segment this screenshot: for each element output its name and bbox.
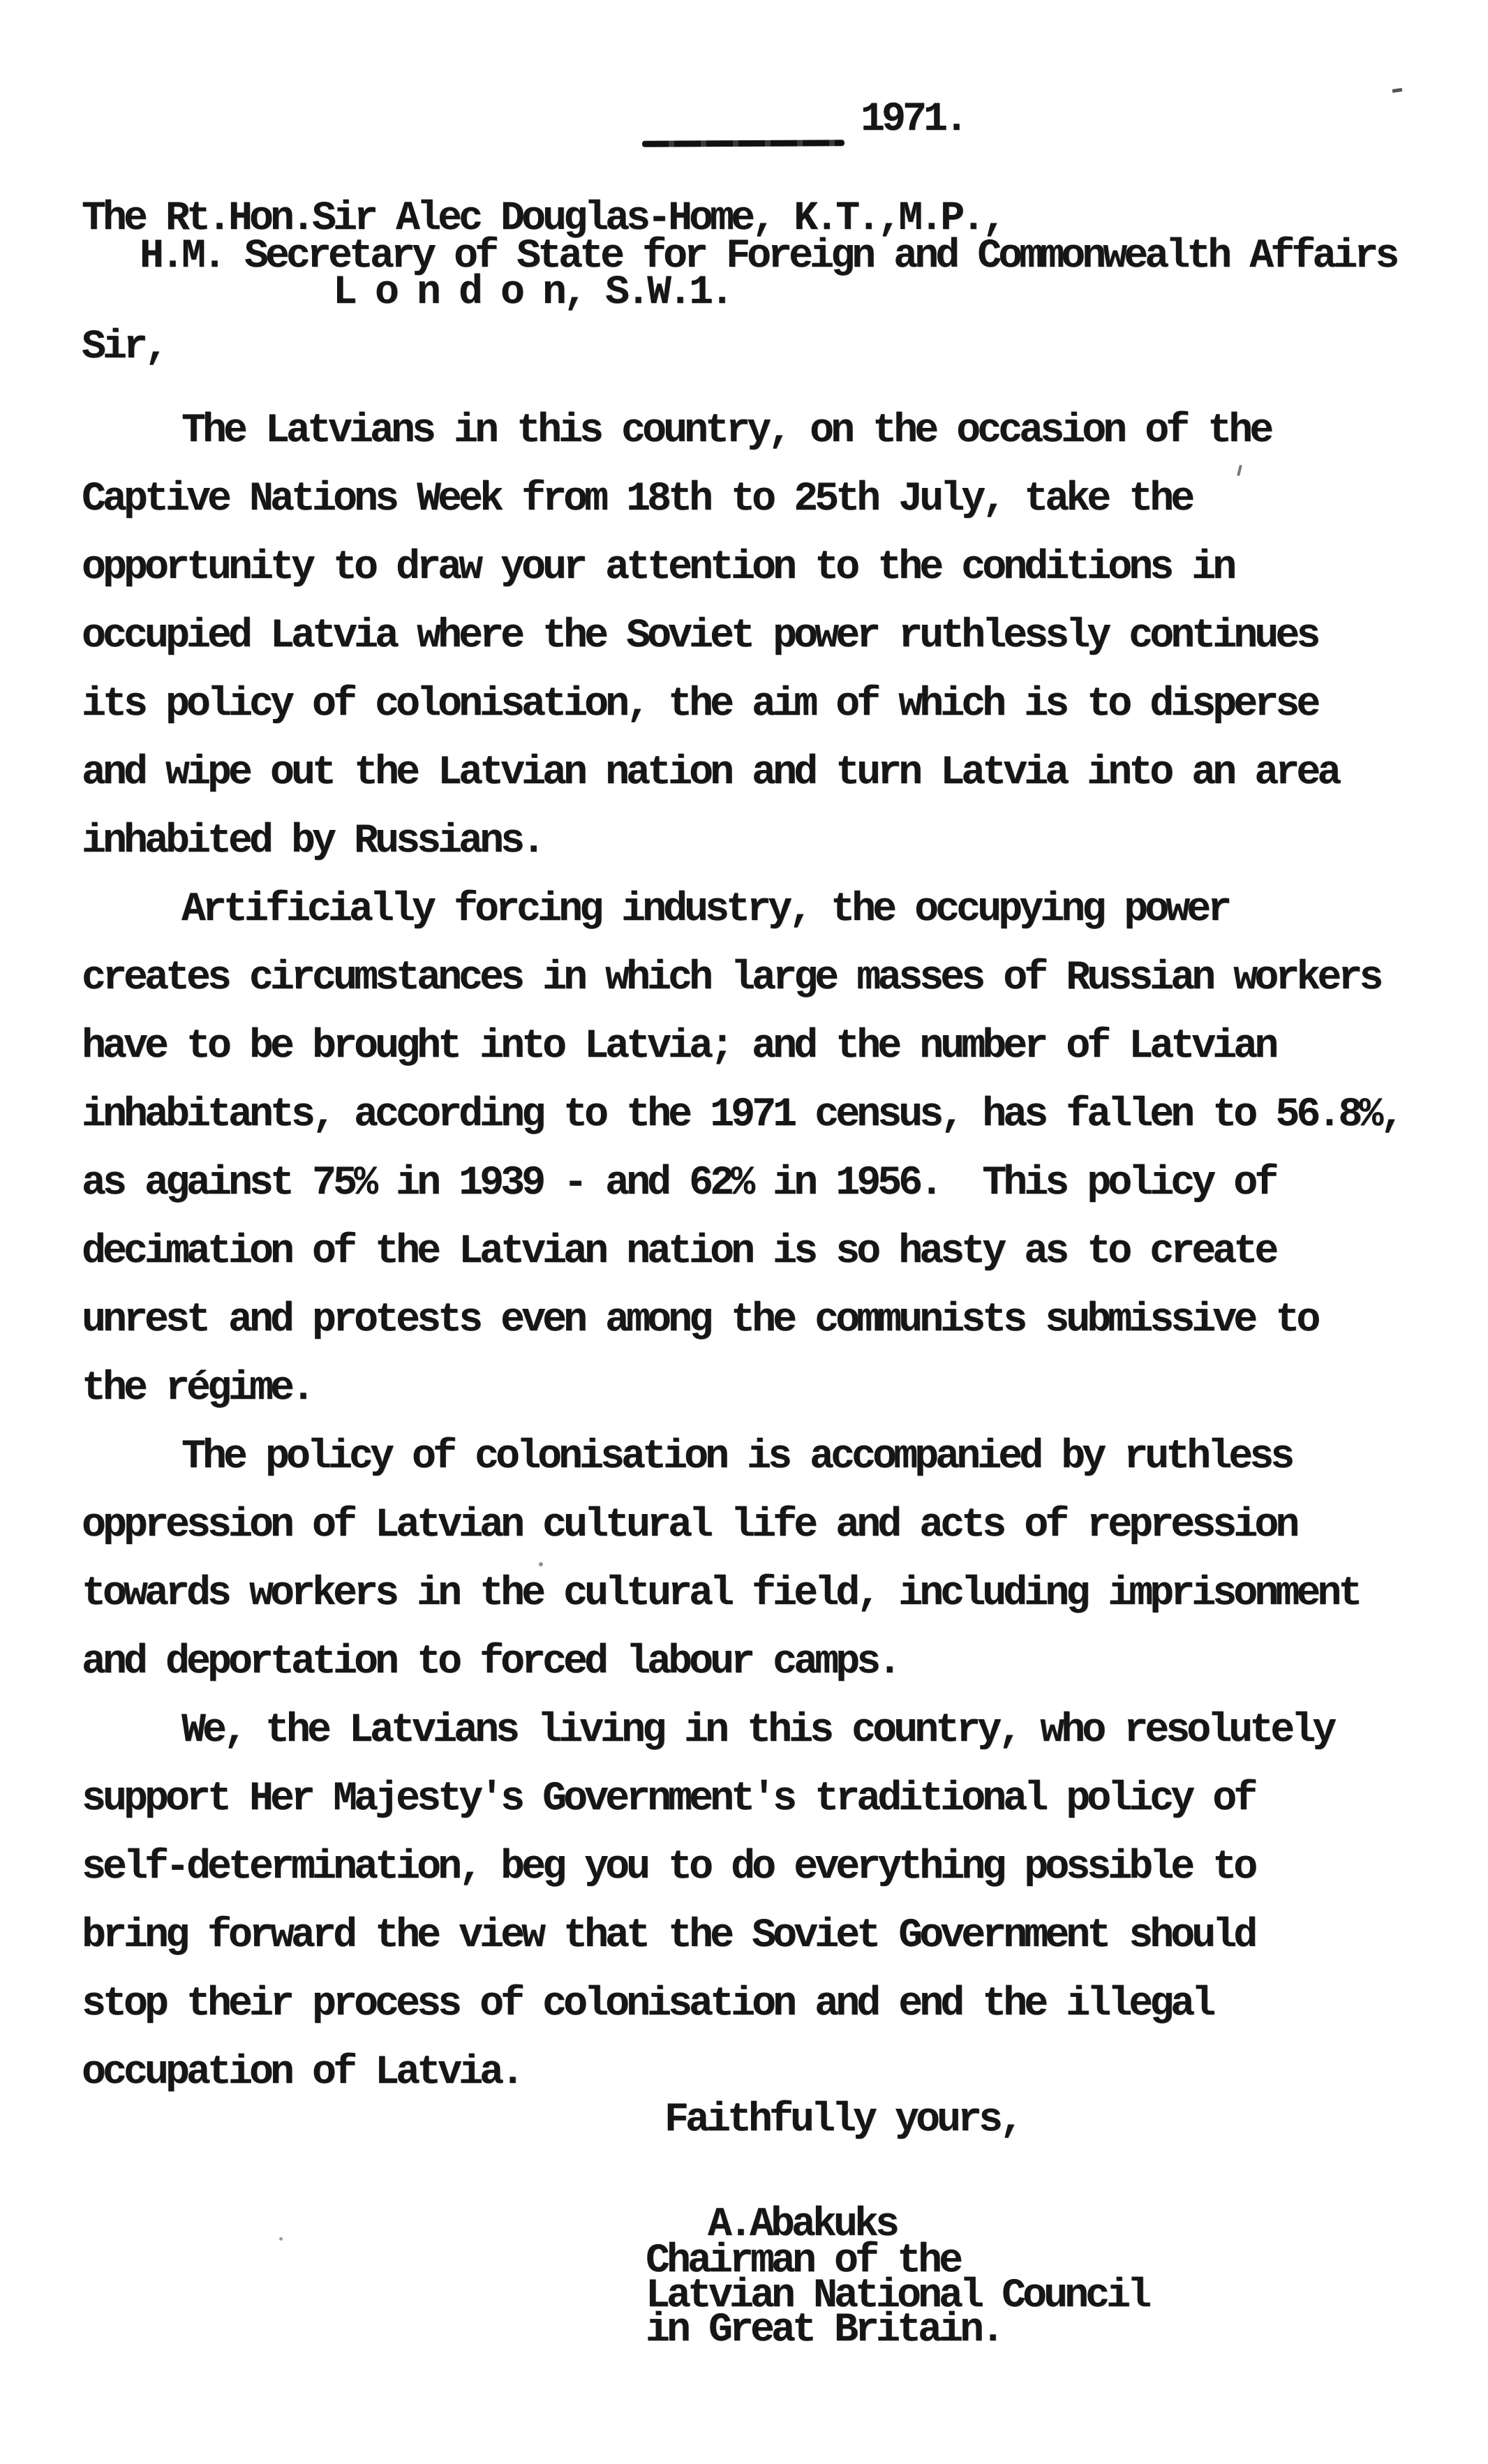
address-line: L o n d o n, S.W.1. (333, 270, 731, 316)
body-line: and wipe out the Latvian nation and turn Latvia into an area (82, 750, 1339, 796)
stray-mark (539, 1562, 543, 1566)
body-line: decimation of the Latvian nation is so hasty as to create (82, 1229, 1276, 1275)
body-line: Artificially forcing industry, the occupying power (181, 887, 1229, 933)
body-line: self-determination, beg you to do everything possible to (82, 1845, 1255, 1890)
body-line: The policy of colonisation is accompanied by ruthless (181, 1434, 1292, 1480)
body-line: as against 75% in 1939 - and 62% in 1956. This policy of (82, 1161, 1276, 1206)
body-line: and deportation to forced labour camps. (82, 1640, 899, 1685)
body-line: opportunity to draw your attention to the conditions in (82, 545, 1234, 591)
stray-mark (279, 2237, 283, 2241)
body-line: the régime. (82, 1366, 313, 1411)
body-line: The Latvians in this country, on the occasion of the (181, 408, 1271, 454)
body-line: have to be brought into Latvia; and the number of Latvian (82, 1024, 1276, 1069)
signature-title: Latvian National Council (646, 2273, 1149, 2319)
address-line: The Rt.Hon.Sir Alec Douglas-Home, K.T.,M.P., (82, 196, 1004, 242)
stray-mark (1237, 465, 1242, 476)
body-line: creates circumstances in which large masses of Russian workers (82, 956, 1381, 1001)
body-line: occupied Latvia where the Soviet power ruthlessly continues (82, 614, 1318, 659)
salutation: Sir, (82, 325, 166, 370)
signature-title: Chairman of the (646, 2239, 960, 2284)
body-line: occupation of Latvia. (82, 2050, 522, 2095)
body-line: Captive Nations Week from 18th to 25th July, take the (82, 477, 1192, 522)
body-line: support Her Majesty's Government's traditional policy of (82, 1776, 1255, 1822)
body-line: inhabited by Russians. (82, 819, 543, 864)
body-line: oppression of Latvian cultural life and acts of repression (82, 1503, 1297, 1548)
date-heading: 1971. (861, 97, 966, 142)
body-line: its policy of colonisation, the aim of which is to disperse (82, 682, 1318, 727)
stray-mark (1392, 88, 1403, 93)
heading-underline (642, 140, 845, 147)
signature-title: in Great Britain. (646, 2308, 1002, 2353)
body-line: inhabitants, according to the 1971 census, has fallen to 56.8%, (82, 1092, 1401, 1138)
closing: Faithfully yours, (664, 2098, 1021, 2143)
signature-name: A.Abakuks (708, 2202, 897, 2248)
body-line: unrest and protests even among the communists submissive to (82, 1298, 1318, 1343)
body-line: We, the Latvians living in this country, who resolutely (181, 1708, 1334, 1753)
body-line: stop their process of colonisation and end the illegal (82, 1982, 1213, 2027)
body-line: bring forward the view that the Soviet Government should (82, 1913, 1255, 1959)
body-line: towards workers in the cultural field, including imprisonment (82, 1571, 1360, 1617)
address-line: H.M. Secretary of State for Foreign and Commonwealth Affairs (140, 234, 1397, 279)
